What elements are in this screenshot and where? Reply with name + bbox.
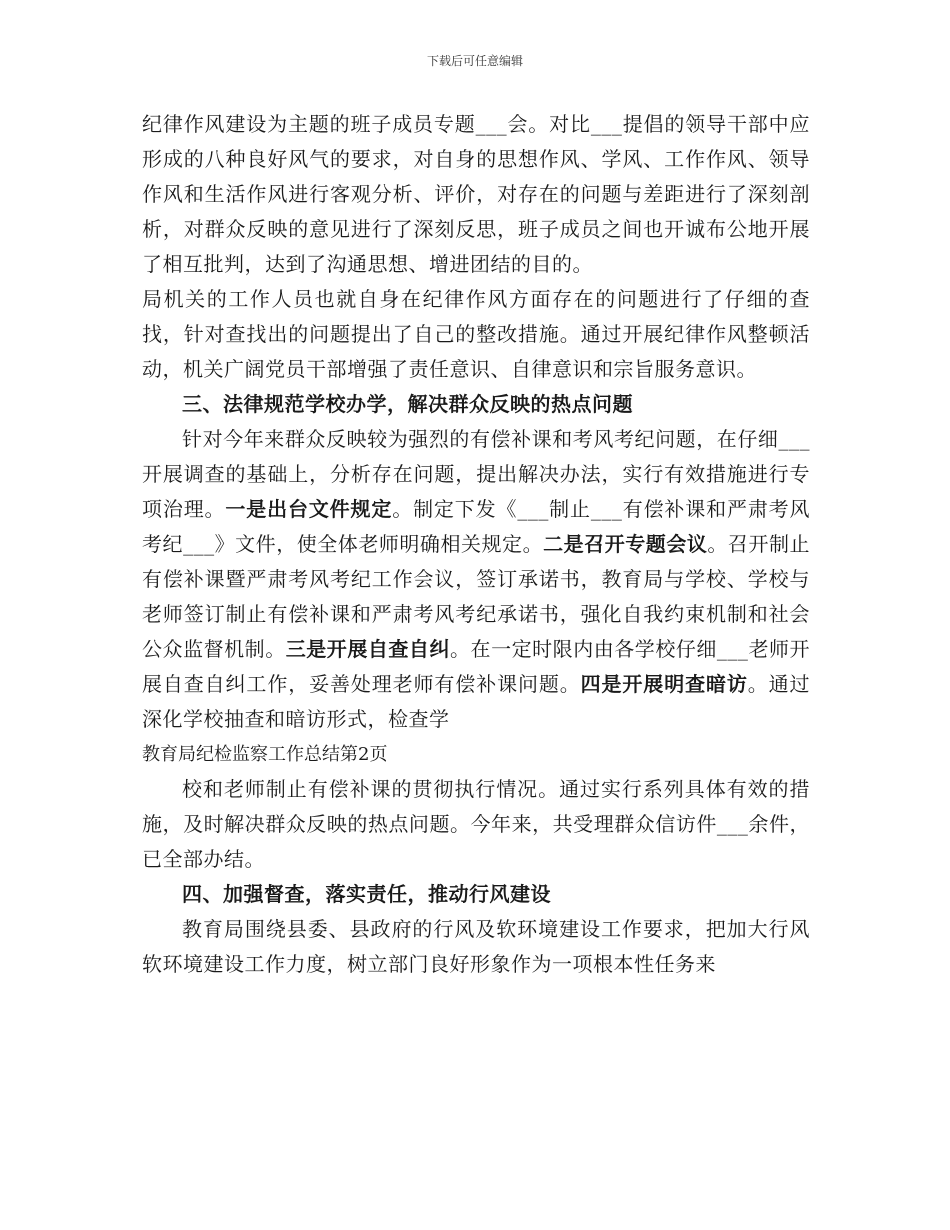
paragraph-conduct-building: 教育局围绕县委、县政府的行风及软环境建设工作要求，把加大行风软环境建设工作力度，树立部门良好形象作为一项根本性任务来: [142, 917, 810, 976]
bold-point-4: 四是开展明查暗访: [580, 672, 748, 696]
paragraph-staff-self-check: 局机关的工作人员也就自身在纪律作风方面存在的问题进行了仔细的查找，针对查找出的问题提出了自己的整改措施。通过开展纪律作风整顿活动，机关广阔党员干部增强了责任意识、自律意识和宗旨服务意识。: [142, 287, 810, 381]
bold-point-3: 三是开展自查自纠: [285, 637, 450, 661]
bold-point-1: 一是出台文件规定: [225, 497, 393, 521]
page-marker: 教育局纪检监察工作总结第2页: [142, 744, 388, 765]
section-heading-3: 三、法律规范学校办学，解决群众反映的热点问题: [182, 392, 633, 416]
section-heading-4: 四、加强督查，落实责任，推动行风建设: [182, 882, 551, 906]
bold-point-2: 二是召开专题会议: [543, 532, 708, 556]
text-segment: 。在一定时限内由各学校仔细___老师开展自查自纠工作，妥善处理老师有偿补课问题。: [142, 637, 811, 696]
paragraph-hotspot-resolution: 校和老师制止有偿补课的贯彻执行情况。通过实行系列具体有效的措施，及时解决群众反映的热点问题。今年来，共受理群众信访件___余件，已全部办结。: [142, 777, 810, 871]
paragraph-discipline-meeting: 纪律作风建设为主题的班子成员专题___会。对比___提倡的领导干部中应形成的八种良好风气的要求，对自身的思想作风、学风、工作作风、领导作风和生活作风进行客观分析、评价，对存在的问题与差距进行了深刻剖析，对群众反映的意见进行了深刻反思，班子成员之间也开诚布公地开展了相互批判，达到了沟通思想、增进团结的目的。: [142, 112, 810, 276]
text-segment: 。制定下发《___制止___有偿补课和严肃考风考纪___》文件，使全体老师明确相关规定。: [142, 497, 811, 556]
text-segment: 。通过深化学校抽查和暗访形式，检查学: [142, 672, 811, 731]
text-segment: 针对今年来群众反映较为强烈的有偿补课和考风考纪问题，在仔细___开展调查的基础上，分析存在问题，提出解决办法，实行有效措施进行专项治理。: [142, 427, 810, 521]
paragraph-tutoring-governance: [142, 422, 810, 737]
document-body: [142, 107, 810, 982]
text-segment: 。召开制止有偿补课暨严肃考风考纪工作会议，签订承诺书，教育局与学校、学校与老师签订制止有偿补课和严肃考风考纪承诺书，强化自我约束机制和社会公众监督机制。: [142, 532, 811, 661]
page-header: 下载后可任意编辑: [426, 54, 523, 68]
